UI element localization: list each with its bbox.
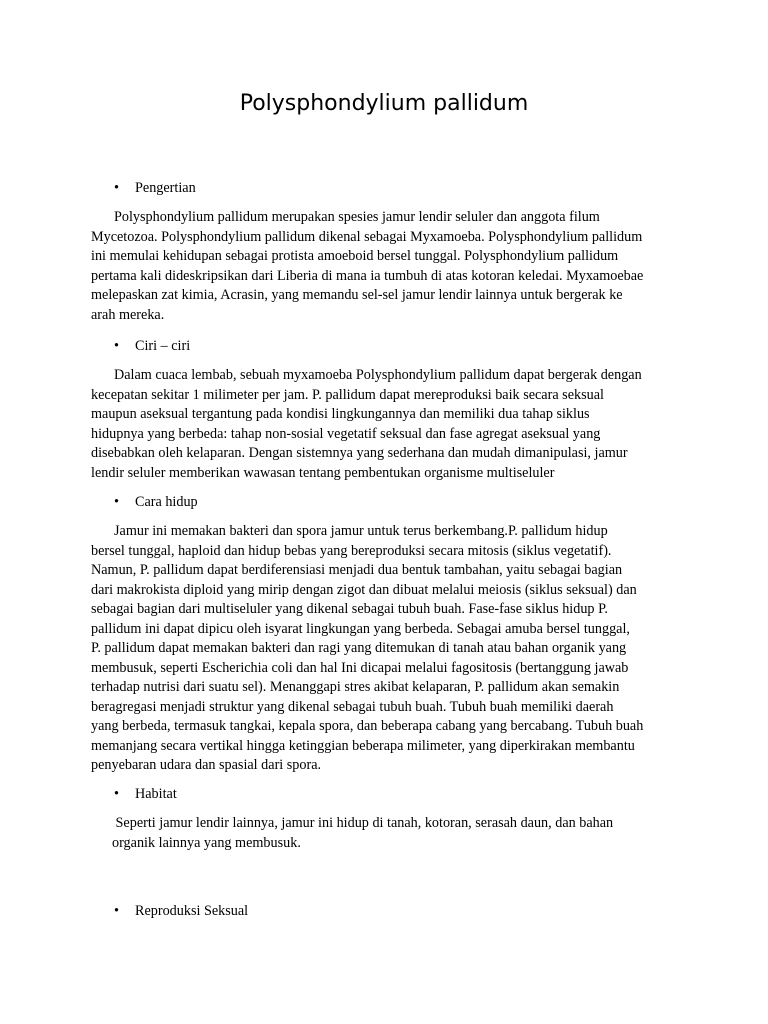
section-heading-label: Ciri – ciri <box>135 338 191 354</box>
paragraph-line: pallidum ini dapat dipicu oleh isyarat lingkungan yang berbeda. Sebagai amuba bersel tunggal, <box>91 620 630 637</box>
paragraph-line: Namun, P. pallidum dapat berdiferensiasi menjadi dua bentuk tambahan, yaitu sebagai bagian <box>91 562 623 578</box>
bullet-icon: • <box>114 338 119 354</box>
section-paragraph-habitat <box>112 814 712 853</box>
paragraph-line: melepaskan zat kimia, Acrasin, yang memandu sel-sel jamur lendir lainnya untuk bergerak ke <box>91 287 623 303</box>
section-paragraph-pengertian <box>91 208 691 325</box>
bullet-icon: • <box>114 494 119 510</box>
paragraph-line: ini memulai kehidupan sebagai protista amoeboid bersel tunggal. Polysphondylium pallidum <box>91 248 619 264</box>
paragraph-line: membusuk, seperti Escherichia coli dan hal Ini dicapai melalui fagositosis (bertanggung jawab <box>91 659 629 676</box>
paragraph-line: dari makrokista diploid yang mirip dengan zigot dan dibuat melalui meiosis (siklus seksual) dan <box>91 581 637 598</box>
paragraph-line: bersel tunggal, haploid dan hidup bebas yang bereproduksi secara mitosis (siklus vegetatif). <box>91 542 612 559</box>
section-heading-label: Reproduksi Seksual <box>135 903 249 919</box>
paragraph-line: P. pallidum dapat memakan bakteri dan ragi yang ditemukan di tanah atau bahan organik yang <box>91 640 627 656</box>
paragraph-line: kecepatan sekitar 1 milimeter per jam. P. pallidum dapat mereproduksi baik secara seksual <box>91 386 604 403</box>
paragraph-line: disebabkan oleh kelaparan. Dengan sistemnya yang sederhana dan mudah dimanipulasi, jamur <box>91 445 628 461</box>
paragraph-line: sebagai bagian dari multiseluler yang dikenal sebagai tubuh buah. Fase-fase siklus hidup P. <box>91 601 608 617</box>
paragraph-line: arah mereka. <box>91 306 165 323</box>
section-paragraph-cara-hidup <box>91 522 691 776</box>
document-title: Polysphondylium pallidum <box>239 91 529 116</box>
paragraph-line: Jamur ini memakan bakteri dan spora jamur untuk terus berkembang.P. pallidum hidup <box>114 523 608 539</box>
paragraph-line: memanjang secara vertikal hingga ketinggian beberapa milimeter, yang diperkirakan membantu <box>91 737 635 754</box>
section-heading-label: Cara hidup <box>135 494 198 510</box>
paragraph-line: yang berbeda, termasuk tangkai, kepala spora, dan beberapa cabang yang bercabang. Tubuh buah <box>91 718 644 734</box>
paragraph-line: terhadap nutrisi dari suatu sel). Menanggapi stres akibat kelaparan, P. pallidum akan semakin <box>91 679 620 695</box>
paragraph-line: Dalam cuaca lembab, sebuah myxamoeba Polysphondylium pallidum dapat bergerak dengan <box>114 367 642 383</box>
paragraph-line: beragregasi menjadi struktur yang dikenal sebagai tubuh buah. Tubuh buah memiliki daerah <box>91 698 614 715</box>
paragraph-line: pertama kali dideskripsikan dari Liberia di mana ia tumbuh di atas kotoran keledai. Myxamoebae <box>91 267 644 284</box>
paragraph-line: Seperti jamur lendir lainnya, jamur ini hidup di tanah, kotoran, serasah daun, dan bahan <box>112 815 614 831</box>
bullet-icon: • <box>114 903 119 919</box>
paragraph-line: lendir seluler memberikan wawasan tentang pembentukan organisme multiseluler <box>91 464 555 481</box>
paragraph-line: maupun aseksual tergantung pada kondisi lingkungannya dan memiliki dua tahap siklus <box>91 406 590 422</box>
section-heading-label: Habitat <box>135 786 177 802</box>
paragraph-line: penyebaran udara dan spasial dari spora. <box>91 757 322 773</box>
section-heading-pengertian <box>114 179 196 198</box>
section-heading-reproduksi-seksual <box>114 902 248 921</box>
paragraph-line: hidupnya yang berbeda: tahap non-sosial vegetatif seksual dan fase agregat aseksual yang <box>91 425 601 442</box>
section-heading-ciri-ciri <box>114 337 190 356</box>
section-heading-label: Pengertian <box>135 180 196 196</box>
bullet-icon: • <box>114 180 119 196</box>
paragraph-line: Mycetozoa. Polysphondylium pallidum dikenal sebagai Myxamoeba. Polysphondylium pallidum <box>91 228 643 245</box>
section-paragraph-ciri-ciri <box>91 366 691 483</box>
bullet-icon: • <box>114 786 119 802</box>
section-heading-habitat <box>114 785 177 804</box>
paragraph-line: Polysphondylium pallidum merupakan spesies jamur lendir seluler dan anggota filum <box>114 209 600 225</box>
section-heading-cara-hidup <box>114 493 198 512</box>
paragraph-line: organik lainnya yang membusuk. <box>112 834 301 851</box>
